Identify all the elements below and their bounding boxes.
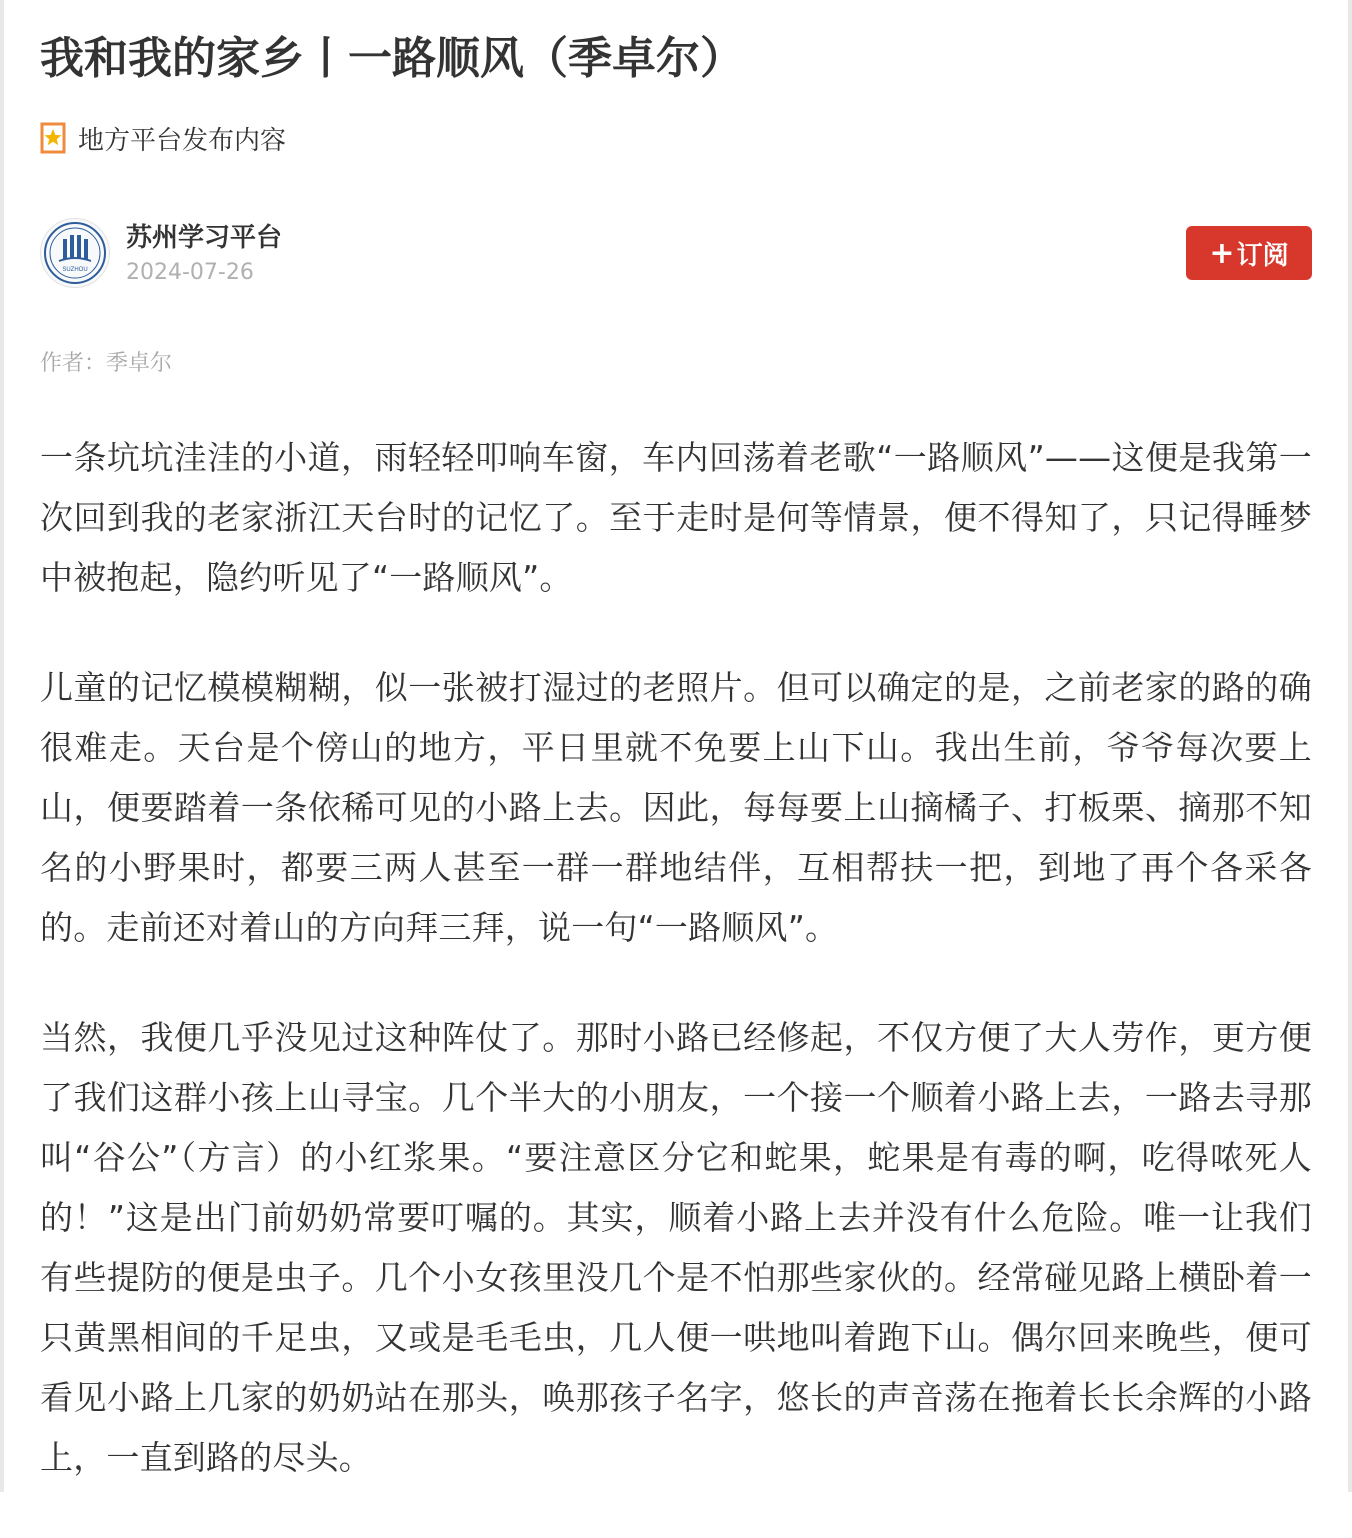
plus-icon: + bbox=[1209, 235, 1235, 271]
article-paragraph: 当然，我便几乎没见过这种阵仗了。那时小路已经修起，不仅方便了大人劳作，更方便了我们这群小孩上山寻宝。几个半大的小朋友，一个接一个顺着小路上去，一路去寻那叫“谷公”（方言）的小红浆果。“要注意区分它和蛇果，蛇果是有毒的啊，吃得哝死人的！”这是出门前奶奶常要叮嘱的。其实，顺着小路上去并没有什么危险。唯一让我们有些提防的便是虫子。几个小女孩里没几个是不怕那些家伙的。经常碰见路上横卧着一只黄黑相间的千足虫，又或是毛毛虫，几人便一哄地叫着跑下山。偶尔回来晚些，便可看见小路上几家的奶奶站在那头，唤那孩子名字，悠长的声音荡在拖着长长余辉的小路上，一直到路的尽头。 bbox=[40, 1018, 1312, 1477]
subscribe-button[interactable] bbox=[1186, 226, 1312, 280]
suzhou-emblem-logo bbox=[41, 219, 109, 287]
account-name[interactable]: 苏州学习平台 bbox=[126, 223, 283, 253]
source-label-row bbox=[40, 118, 286, 158]
star-bookmark-icon bbox=[40, 122, 66, 154]
article-body bbox=[40, 428, 1312, 1538]
author-line: 作者：季卓尔 bbox=[40, 351, 173, 376]
article-paragraph: 一条坑坑洼洼的小道，雨轻轻叩响车窗，车内回荡着老歌“一路顺风”——这便是我第一次回到我的老家浙江天台时的记忆了。至于走时是何等情景，便不得知了，只记得睡梦中被抱起，隐约听见了“一路顺风”。 bbox=[40, 438, 1312, 597]
page-left-edge bbox=[0, 0, 4, 1492]
avatar[interactable] bbox=[40, 218, 110, 288]
article-title: 我和我的家乡丨一路顺风（季卓尔） bbox=[40, 33, 744, 84]
account-header bbox=[40, 218, 1312, 290]
avatar-text: SUZHOU bbox=[62, 267, 88, 273]
page-right-edge bbox=[1348, 0, 1352, 1492]
source-label: 地方平台发布内容 bbox=[78, 125, 287, 156]
article-paragraph: 儿童的记忆模模糊糊，似一张被打湿过的老照片。但可以确定的是，之前老家的路的确很难走。天台是个傍山的地方，平日里就不免要上山下山。我出生前，爷爷每次要上山，便要踏着一条依稀可见的小路上去。因此，每每要上山摘橘子、打板栗、摘那不知名的小野果时，都要三两人甚至一群一群地结伴，互相帮扶一把，到地了再个各采各的。走前还对着山的方向拜三拜，说一句“一路顺风”。 bbox=[40, 668, 1312, 947]
subscribe-label: 订阅 bbox=[1236, 240, 1289, 271]
publish-date: 2024-07-26 bbox=[126, 260, 254, 285]
